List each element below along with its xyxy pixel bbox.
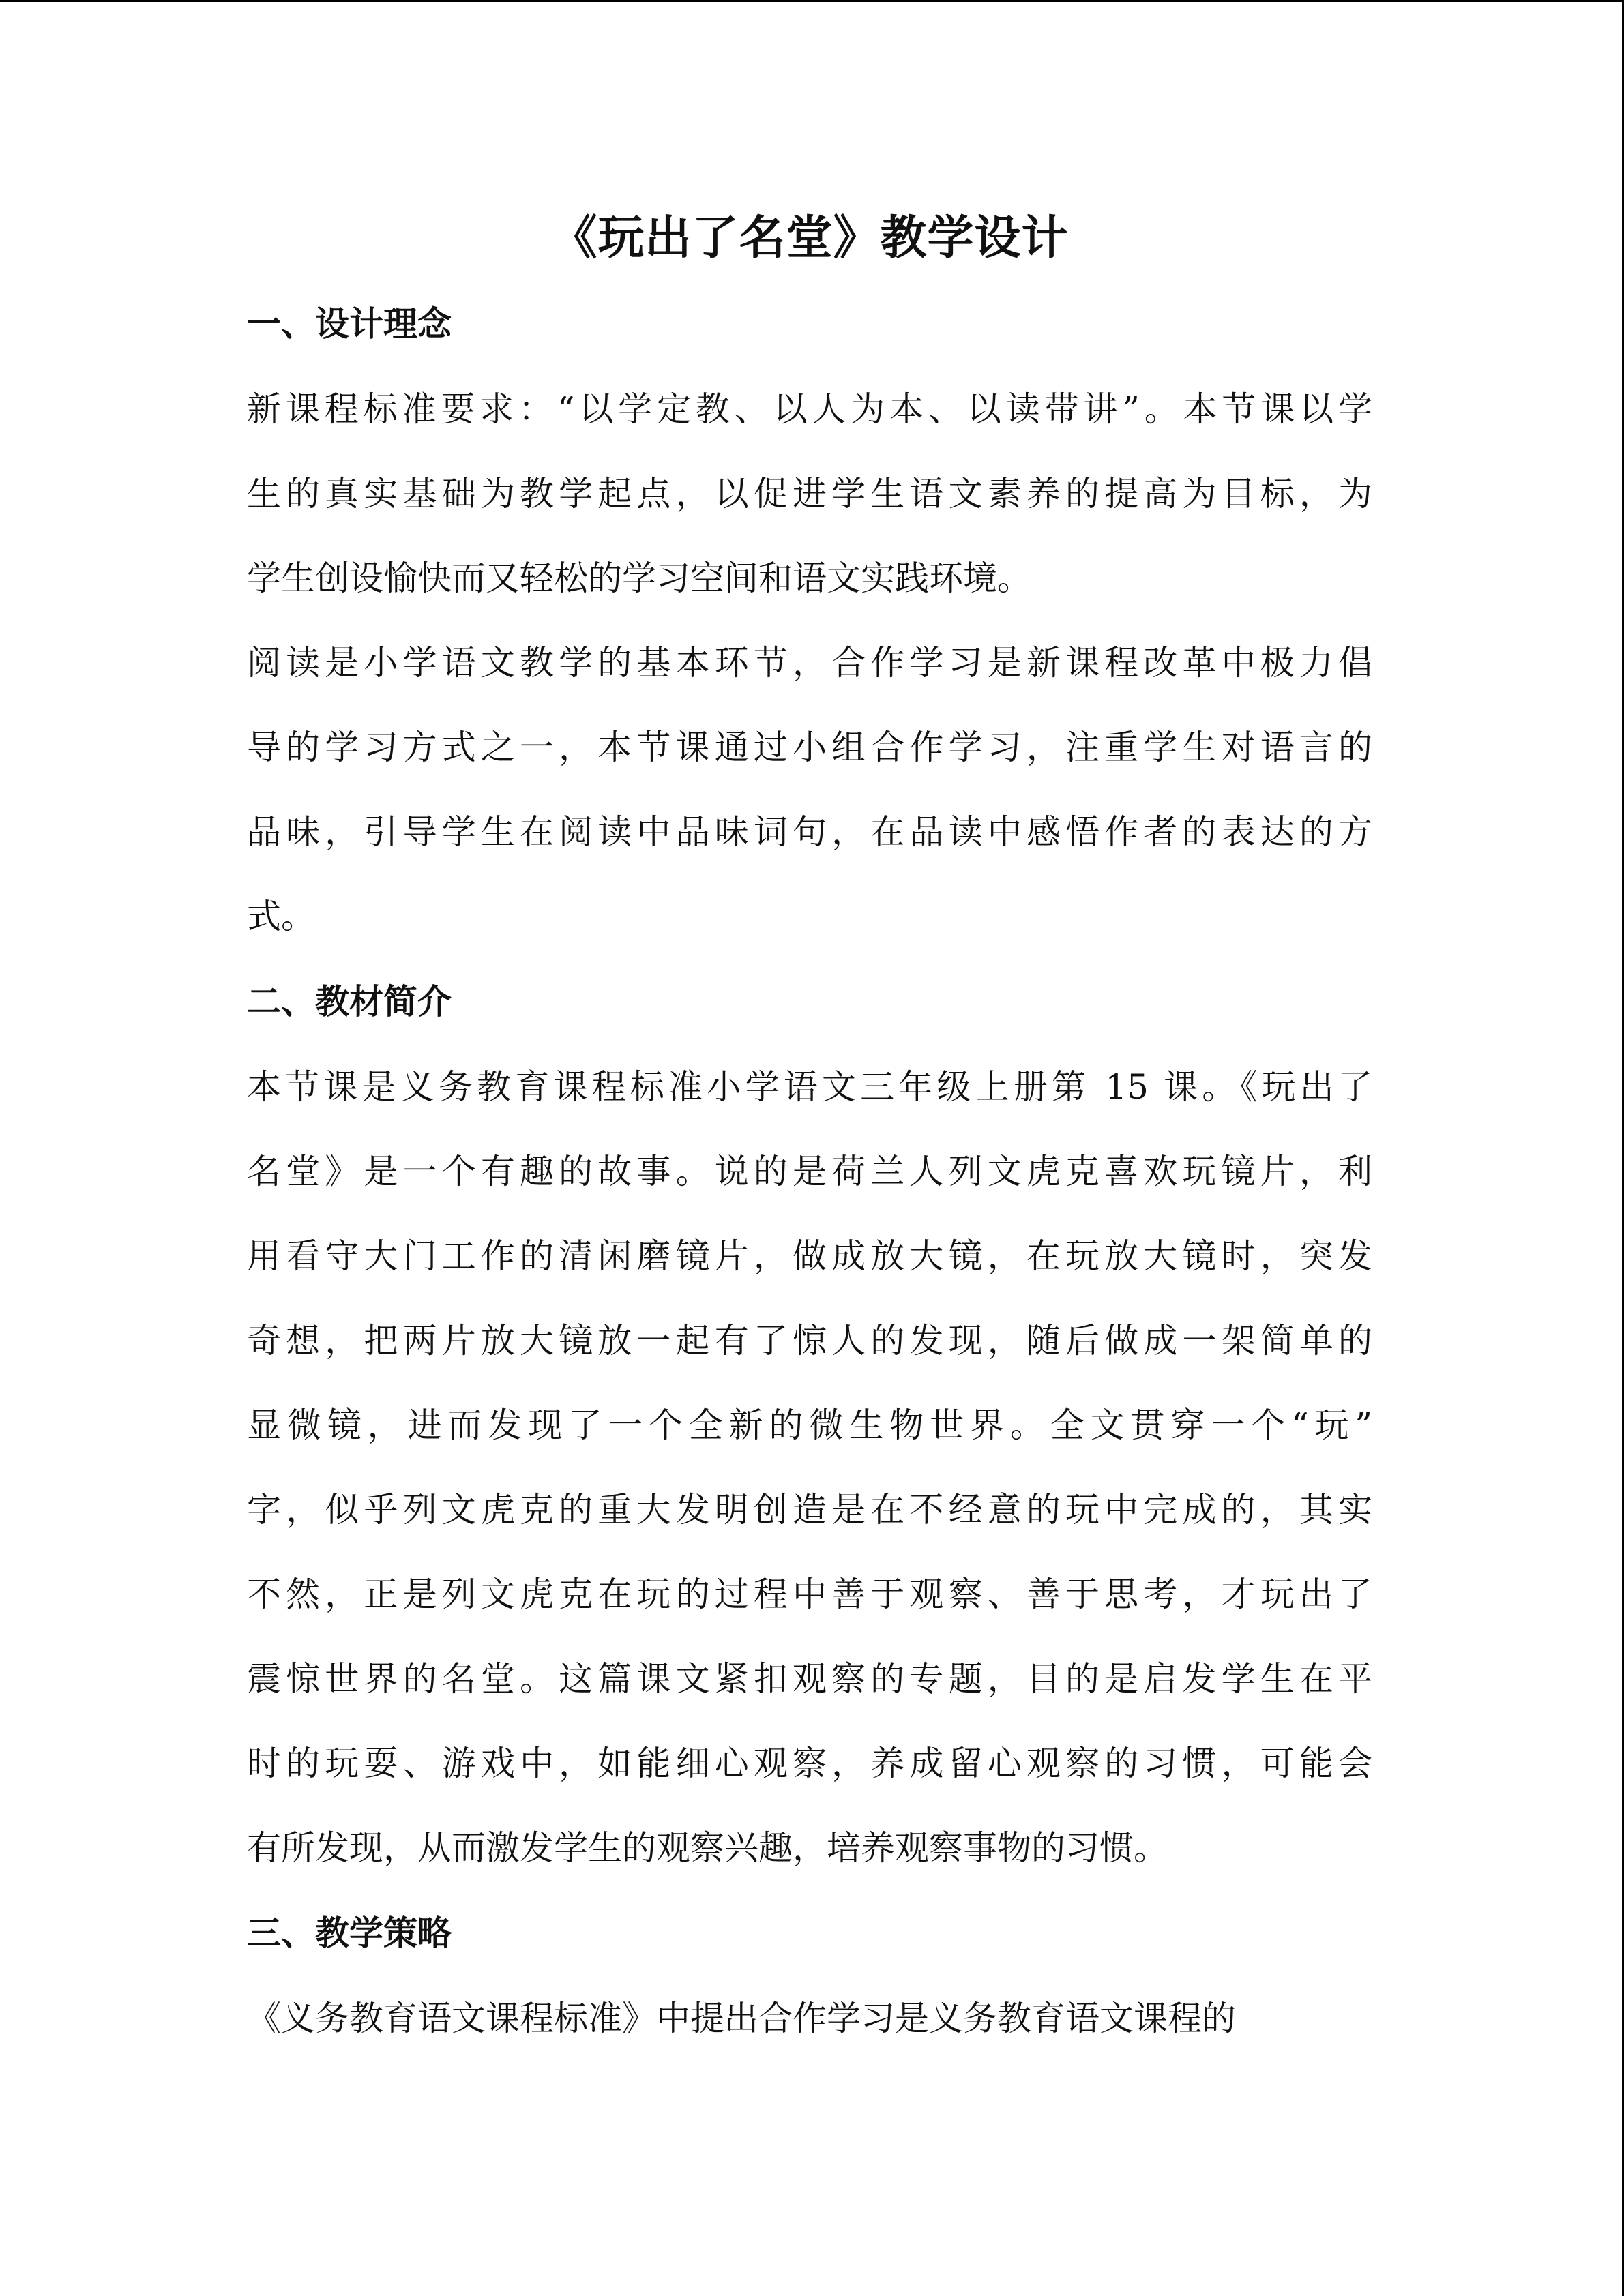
paragraph-line: 学生创设愉快而又轻松的学习空间和语文实践环境。 [247,558,1031,598]
paragraph-line: 生的真实基础为教学起点，以促进学生语文素养的提高为目标，为 [247,474,1372,513]
paragraph-line: 字，似乎列文虎克的重大发明创造是在不经意的玩中完成的，其实 [247,1490,1372,1530]
paragraph-line: 品味，引导学生在阅读中品味词句，在品读中感悟作者的表达的方 [247,812,1372,852]
paragraph-line: 用看守大门工作的清闲磨镜片，做成放大镜，在玩放大镜时，突发 [247,1236,1372,1276]
paragraph-line: 有所发现，从而激发学生的观察兴趣，培养观察事物的习惯。 [247,1828,1168,1868]
paragraph-line: 时的玩耍、游戏中，如能细心观察，养成留心观察的习惯，可能会 [247,1744,1372,1783]
document-content [247,196,1372,2061]
paragraph-line: 新课程标准要求：“以学定教、以人为本、以读带讲”。本节课以学 [247,389,1372,429]
section-heading: 一、设计理念 [247,304,452,344]
paragraph-line: 式。 [247,897,315,936]
paragraph-line: 名堂》是一个有趣的故事。说的是荷兰人列文虎克喜欢玩镜片，利 [247,1152,1372,1191]
paragraph-line: 不然，正是列文虎克在玩的过程中善于观察、善于思考，才玩出了 [247,1575,1372,1614]
paragraph-line: 导的学习方式之一，本节课通过小组合作学习，注重学生对语言的 [247,728,1372,767]
section-heading: 三、教学策略 [247,1913,452,1953]
paragraph-line: 震惊世界的名堂。这篇课文紧扣观察的专题，目的是启发学生在平 [247,1659,1372,1699]
document-title: 《玩出了名堂》教学设计 [550,211,1069,265]
document-sections [247,281,1372,2061]
paragraph-line: 本节课是义务教育课程标准小学语文三年级上册第 15 课。《玩出了 [247,1067,1372,1107]
paragraph-line: 奇想，把两片放大镜放一起有了惊人的发现，随后做成一架简单的 [247,1321,1372,1360]
paragraph-line: 显微镜，进而发现了一个全新的微生物世界。全文贯穿一个“玩” [247,1405,1372,1445]
body-paragraph [247,1045,1372,1890]
section-heading: 二、教材简介 [247,982,452,1022]
paragraph-line: 阅读是小学语文教学的基本环节，合作学习是新课程改革中极力倡 [247,643,1372,683]
body-paragraph [247,367,1372,621]
body-paragraph [247,621,1372,959]
body-paragraph [247,1976,1372,2061]
paragraph-line: 《义务教育语文课程标准》中提出合作学习是义务教育语文课程的 [247,1999,1236,2038]
